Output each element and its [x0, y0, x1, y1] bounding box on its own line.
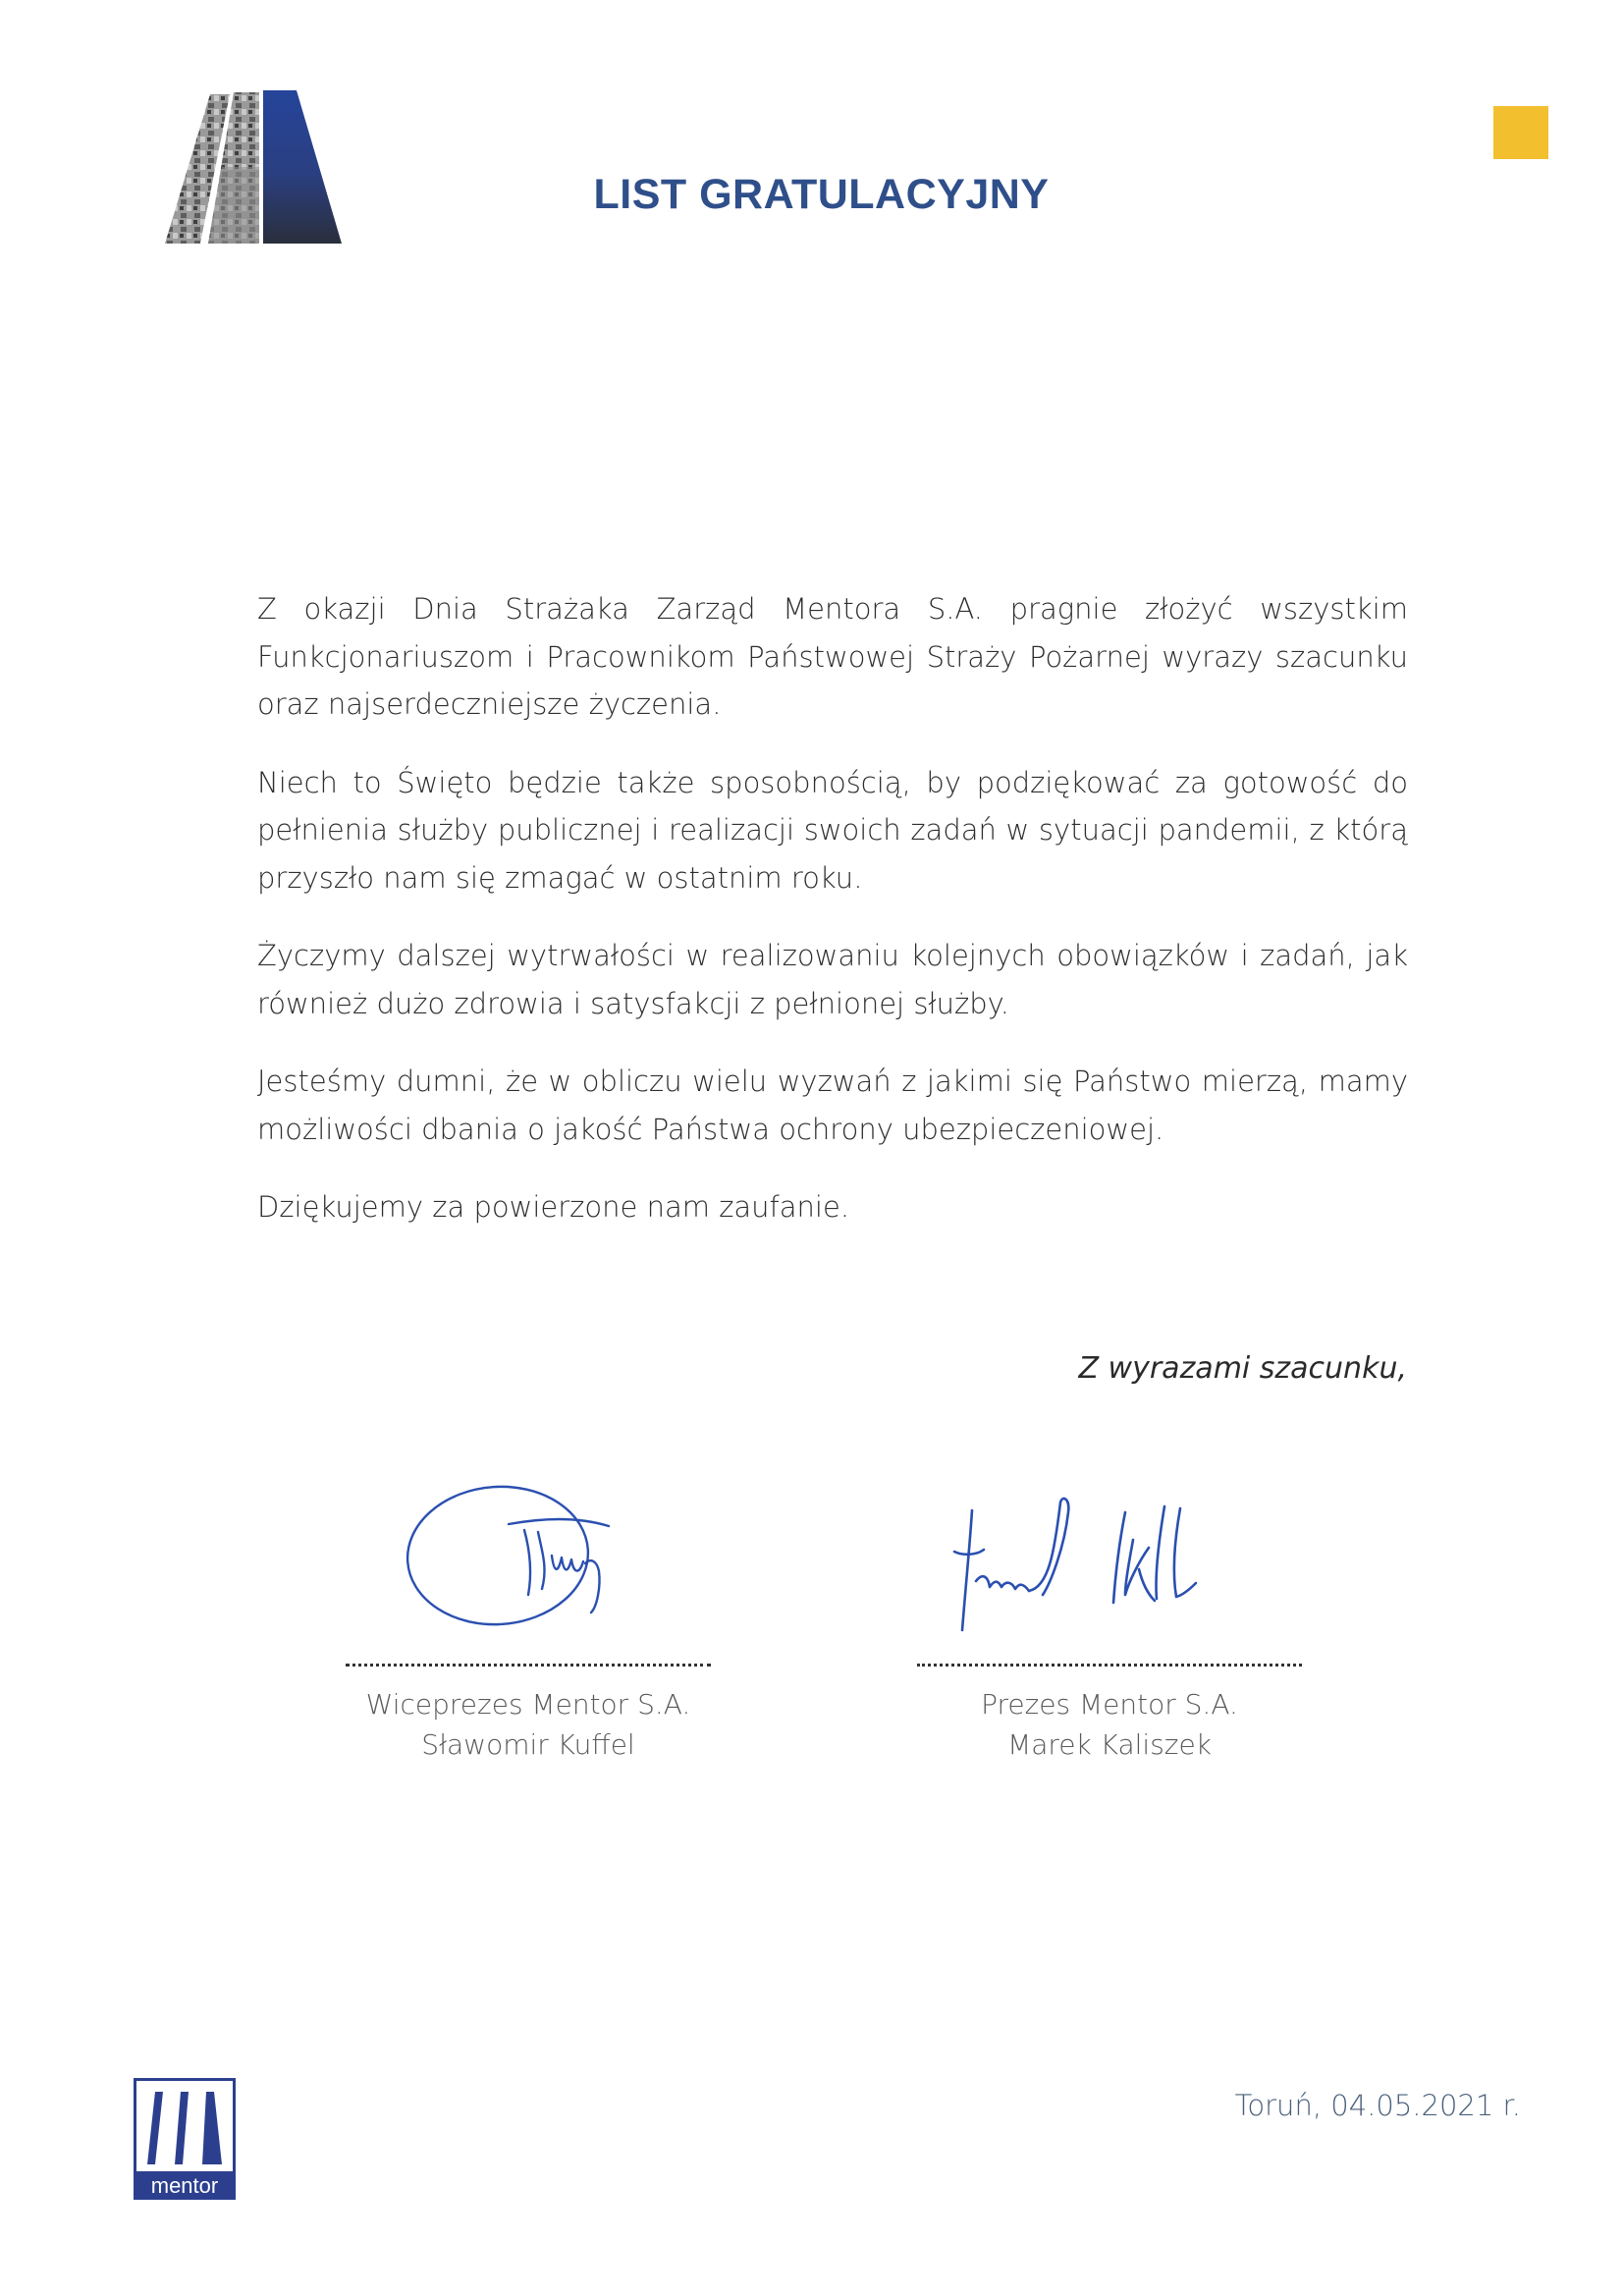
closing-phrase: Z wyrazami szacunku,	[1078, 1351, 1407, 1386]
signature-line-right	[917, 1664, 1302, 1667]
paragraph-1: Z okazji Dnia Strażaka Zarząd Mentora S.A. pragnie złożyć wszystkim Funkcjonariuszom i Pracownikom Państwowej Straży Pożarnej wyrazy szacunku oraz najserdeczniejsze życzenia.	[257, 592, 1408, 721]
signatory-left-name: Sławomir Kuffel	[421, 1728, 635, 1761]
yellow-marker	[1493, 106, 1548, 159]
signature-left	[405, 1473, 660, 1630]
page-title: LIST GRATULACYJNY	[593, 171, 1050, 218]
signatory-right-name: Marek Kaliszek	[1007, 1728, 1212, 1761]
mentor-logo-large	[165, 88, 342, 244]
signature-line-left	[346, 1664, 711, 1667]
paragraph-3: Życzymy dalszej wytrwałości w realizowaniu kolejnych obowiązków i zadań, jak również dużo zdrowia i satysfakcji z pełnionej służby.	[257, 939, 1408, 1020]
logo-wordmark: mentor	[150, 2173, 219, 2198]
place-and-date: Toruń, 04.05.2021 r.	[1234, 2089, 1521, 2122]
paragraph-2: Niech to Święto będzie także sposobnością, by podziękować za gotowość do pełnienia służby publicznej i realizacji swoich zadań w sytuacji pandemii, z którą przyszło nam się zmagać w ostatnim roku.	[257, 765, 1408, 895]
signatory-left-role: Wiceprezes Mentor S.A.	[365, 1688, 691, 1721]
letter-body	[257, 585, 1408, 1262]
mentor-logo-small	[134, 2078, 236, 2200]
signature-right	[933, 1493, 1267, 1640]
signatory-right-role: Prezes Mentor S.A.	[981, 1688, 1238, 1721]
signatory-right	[913, 1684, 1306, 1765]
paragraph-4: Jesteśmy dumni, że w obliczu wielu wyzwań z jakimi się Państwo mierzą, mamy możliwości dbania o jakość Państwa ochrony ubezpieczeniowej.	[257, 1065, 1408, 1146]
paragraph-5: Dziękujemy za powierzone nam zaufanie.	[257, 1190, 850, 1224]
signatory-left	[332, 1684, 725, 1765]
